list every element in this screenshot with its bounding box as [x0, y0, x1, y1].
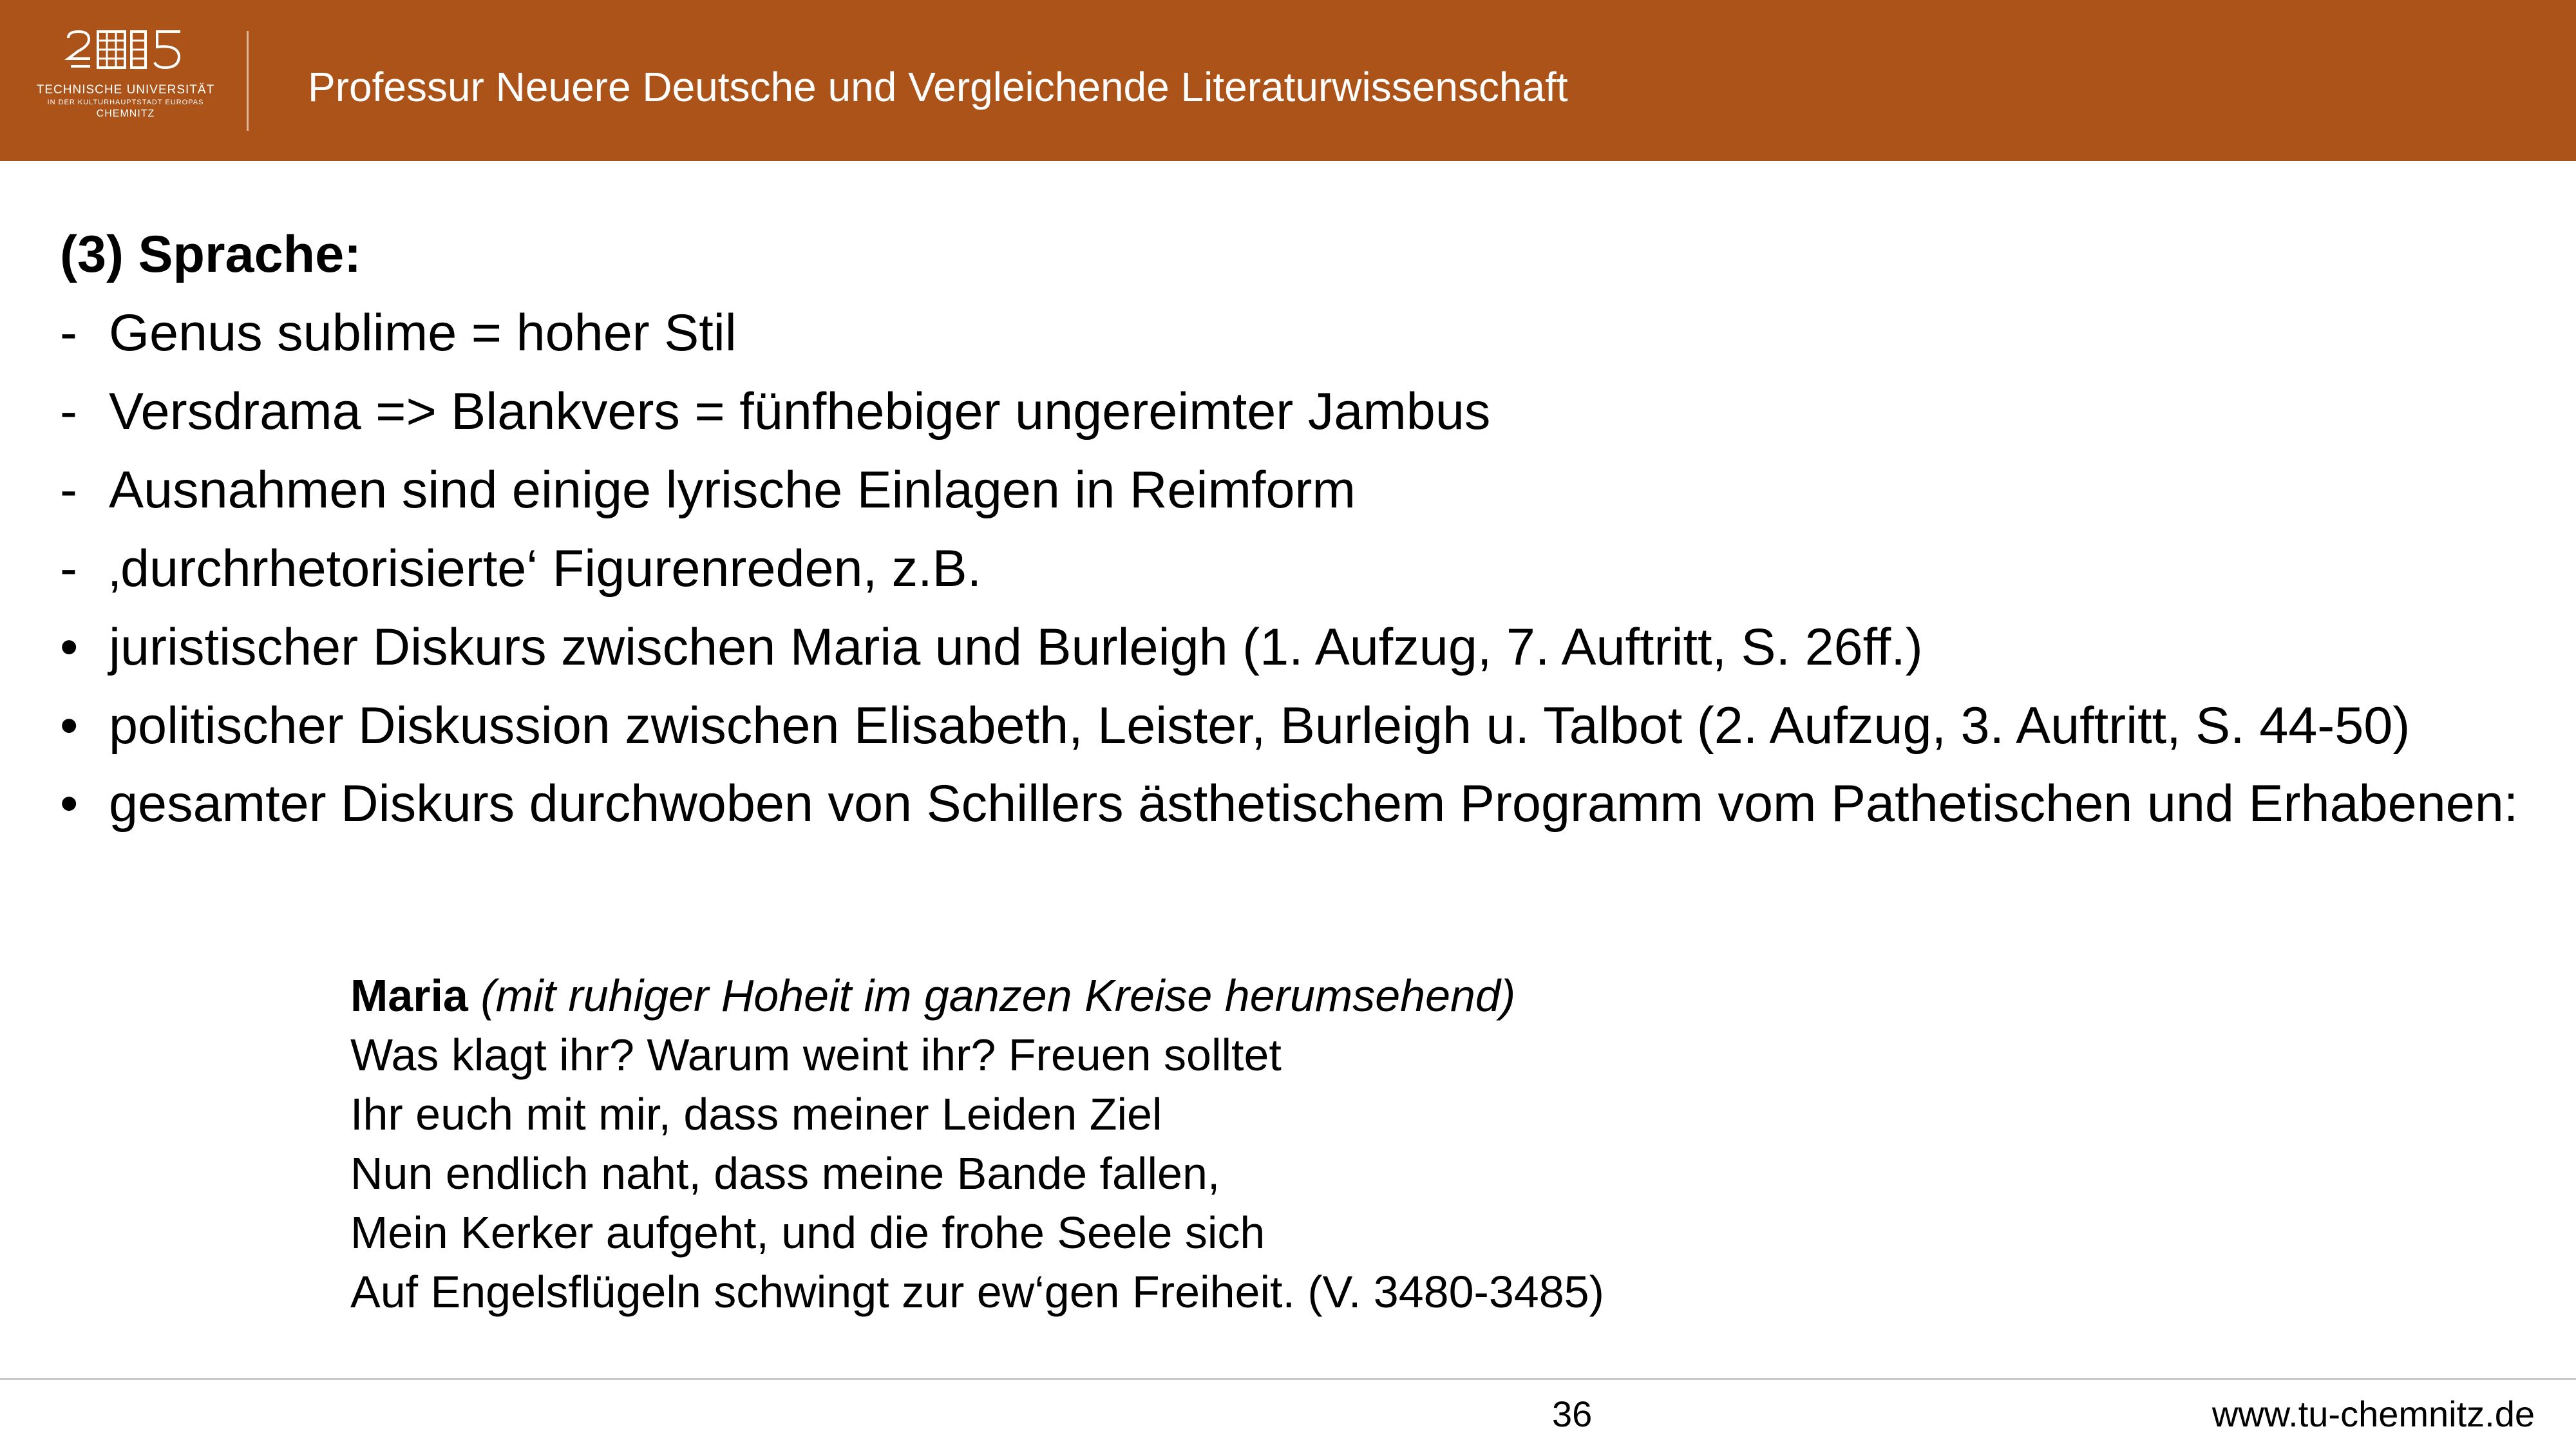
list-item	[60, 694, 2520, 758]
verse-line: Nun endlich naht, dass meine Bande fallen,	[350, 1148, 1220, 1198]
dash-marker: -	[60, 461, 77, 519]
dash-marker: -	[60, 304, 77, 362]
list-item	[60, 379, 2520, 444]
list-item	[60, 301, 2520, 365]
footer-url: www.tu-chemnitz.de	[2211, 1394, 2535, 1434]
logo-text-city: CHEMNITZ	[96, 108, 155, 119]
list-item	[60, 615, 2520, 679]
slide-content	[60, 222, 2520, 843]
dash-marker: -	[60, 540, 77, 598]
list-item-text: gesamter Diskurs durchwoben von Schillers ästhetischem Programm vom Pathetischen und Erhabenen:	[109, 775, 2519, 833]
list-item-text: juristischer Diskurs zwischen Maria und Burleigh (1. Aufzug, 7. Auftritt, S. 26ff.)	[109, 618, 1923, 676]
list-item	[60, 536, 2520, 601]
header-bar	[0, 0, 2576, 161]
list-item-text: ‚durchrhetorisierte‘ Figurenreden, z.B.	[109, 540, 982, 598]
logo-text-tagline: IN DER KULTURHAUPTSTADT EUROPAS	[47, 99, 204, 106]
list-item	[60, 772, 2520, 833]
section-heading: (3) Sprache:	[60, 225, 362, 283]
tu-chemnitz-logo-mark	[64, 29, 187, 74]
verse-line: Was klagt ihr? Warum weint ihr? Freuen solltet	[350, 1030, 1282, 1080]
quote-speaker-line	[350, 966, 1604, 1025]
quote-speaker: Maria	[350, 971, 468, 1021]
list-item-text: Genus sublime = hoher Stil	[109, 304, 737, 362]
header-title: Professur Neuere Deutsche und Vergleichende Literaturwissenschaft	[308, 64, 1568, 110]
list-item-text: Versdrama => Blankvers = fünfhebiger ungereimter Jambus	[109, 383, 1491, 440]
verse-line: Mein Kerker aufgeht, und die frohe Seele sich	[350, 1208, 1265, 1258]
list-item-text: Ausnahmen sind einige lyrische Einlagen in Reimform	[109, 461, 1356, 519]
header-divider	[247, 31, 249, 131]
dash-marker: -	[60, 383, 77, 440]
page-number: 36	[1552, 1394, 1593, 1434]
list-item	[60, 458, 2520, 522]
bullet-marker: •	[60, 775, 79, 833]
verse-line: Auf Engelsflügeln schwingt zur ew‘gen Freiheit. (V. 3480-3485)	[350, 1267, 1604, 1317]
verse-quotation	[350, 966, 1604, 1321]
university-logo	[35, 29, 216, 135]
verse-line: Ihr euch mit mir, dass meiner Leiden Ziel	[350, 1089, 1162, 1139]
stage-direction: (mit ruhiger Hoheit im ganzen Kreise herumsehend)	[480, 971, 1516, 1021]
footer-divider	[0, 1378, 2576, 1380]
list-item-text: politischer Diskussion zwischen Elisabeth, Leister, Burleigh u. Talbot (2. Aufzug, 3. Auftritt, S. 44-50)	[109, 697, 2410, 755]
logo-text-university: TECHNISCHE UNIVERSITÄT	[36, 83, 215, 97]
bullet-marker: •	[60, 697, 79, 755]
bullet-marker: •	[60, 618, 79, 676]
